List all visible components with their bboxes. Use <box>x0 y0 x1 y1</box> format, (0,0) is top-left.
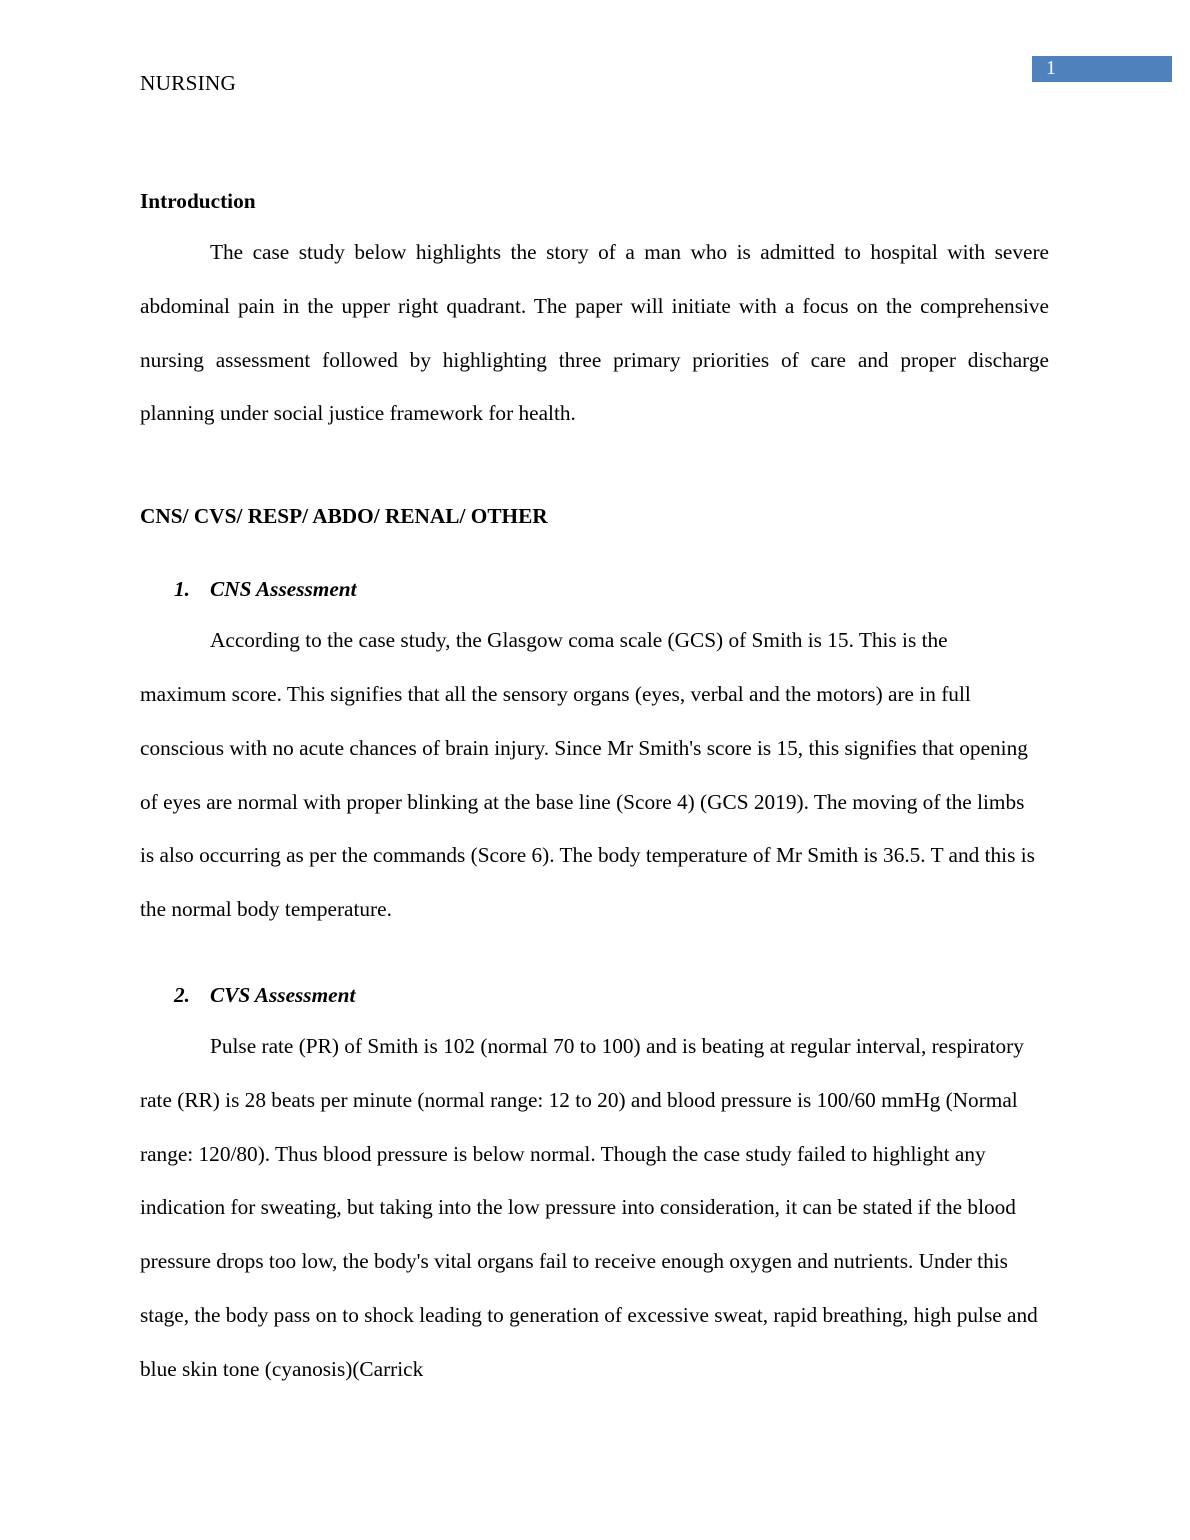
cvs-assessment-paragraph: Pulse rate (PR) of Smith is 102 (normal 70 to 100) and is beating at regular interval, respiratory rate (RR) is 28 beats per minute (normal range: 12 to 20) and blood pressure is 100/60 mmHg (Normal range: 120/80). Thus blood pressure is below normal. Though the case study failed to highlight any indication for sweating, but taking into the low pressure into consideration, it can be stated if the blood pressure drops too low, the body's vital organs fail to receive enough oxygen and nutrients. Under this stage, the body pass on to shock leading to generation of excessive sweat, rapid breathing, high pulse and blue skin tone (cyanosis)(Carrick <box>140 1033 1038 1381</box>
assessment-heading: CNS/ CVS/ RESP/ ABDO/ RENAL/ OTHER <box>140 504 548 529</box>
cns-assessment-paragraph: According to the case study, the Glasgow coma scale (GCS) of Smith is 15. This is the maximum score. This signifies that all the sensory organs (eyes, verbal and the motors) are in full conscious with no acute chances of brain injury. Since Mr Smith's score is 15, this signifies that opening of eyes are normal with proper blinking at the base line (Score 4) (GCS 2019). The moving of the limbs is also occurring as per the commands (Score 6). The body temperature of Mr Smith is 36.5. T and this is the normal body temperature. <box>140 628 1035 922</box>
cns-section-number: 1. <box>174 577 190 602</box>
document-body <box>140 186 1049 1397</box>
cns-assessment-heading <box>140 574 1049 604</box>
page-number: 1 <box>1046 57 1056 79</box>
cvs-section-title: CVS Assessment <box>210 982 356 1007</box>
cvs-section-number: 2. <box>174 982 190 1007</box>
cvs-assessment-heading <box>140 980 1049 1010</box>
page-number-badge <box>1032 56 1172 82</box>
introduction-heading: Introduction <box>140 189 256 213</box>
cns-section-title: CNS Assessment <box>210 577 357 602</box>
running-header: NURSING <box>140 71 237 95</box>
introduction-paragraph: The case study below highlights the story of a man who is admitted to hospital with severe abdominal pain in the upper right quadrant. The paper will initiate with a focus on the comprehensive nursing assessment followed by highlighting three primary priorities of care and proper discharge planning under social justice framework for health. <box>140 240 1049 426</box>
